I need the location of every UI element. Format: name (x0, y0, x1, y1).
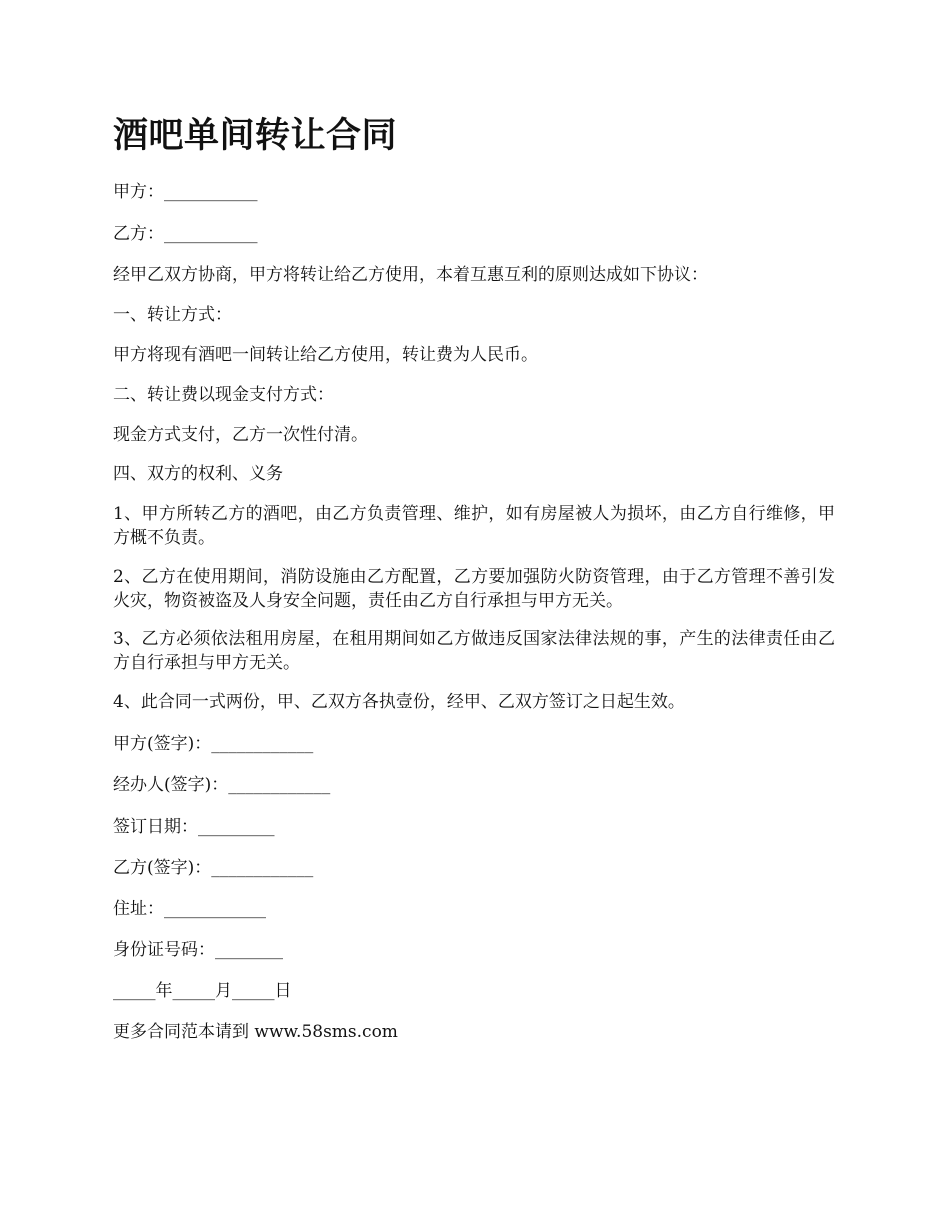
section-1-heading: 一、转让方式： (113, 305, 232, 325)
sign-date-field: 签订日期：_________ (113, 817, 275, 837)
clause-2: 2、乙方在使用期间，消防设施由乙方配置，乙方要加强防火防资管理，由于乙方管理不善引发火灾，物资被盗及人身安全问题，责任由乙方自行承担与甲方无关。 (113, 567, 835, 611)
party-b-signature-field: 乙方(签字)：____________ (113, 858, 314, 878)
agent-signature-field: 经办人(签字)：____________ (113, 775, 331, 795)
clause-4: 4、此合同一式两份，甲、乙双方各执壹份，经甲、乙双方签订之日起生效。 (113, 692, 685, 712)
section-2-heading: 二、转让费以现金支付方式： (113, 385, 334, 405)
footer-link-text: 更多合同范本请到 www.58sms.com (113, 1022, 398, 1042)
party-a-signature-field: 甲方(签字)：____________ (113, 734, 314, 754)
section-1-body: 甲方将现有酒吧一间转让给乙方使用，转让费为人民币。 (113, 345, 538, 365)
section-4-heading: 四、双方的权利、义务 (113, 464, 283, 484)
address-field: 住址：____________ (113, 899, 266, 919)
party-a-field: 甲方：___________ (113, 182, 258, 202)
document-title: 酒吧单间转让合同 (113, 115, 398, 156)
party-b-field: 乙方：___________ (113, 224, 258, 244)
id-number-field: 身份证号码：________ (113, 940, 283, 960)
intro-paragraph: 经甲乙双方协商，甲方将转让给乙方使用，本着互惠互利的原则达成如下协议： (113, 265, 708, 285)
date-line: _____年_____月_____日 (113, 981, 292, 1001)
clause-1: 1、甲方所转乙方的酒吧，由乙方负责管理、维护，如有房屋被人为损坏，由乙方自行维修，甲方概不负责。 (113, 504, 835, 548)
section-2-body: 现金方式支付，乙方一次性付清。 (113, 425, 368, 445)
clause-3: 3、乙方必须依法租用房屋，在租用期间如乙方做违反国家法律法规的事，产生的法律责任由乙方自行承担与甲方无关。 (113, 629, 835, 673)
